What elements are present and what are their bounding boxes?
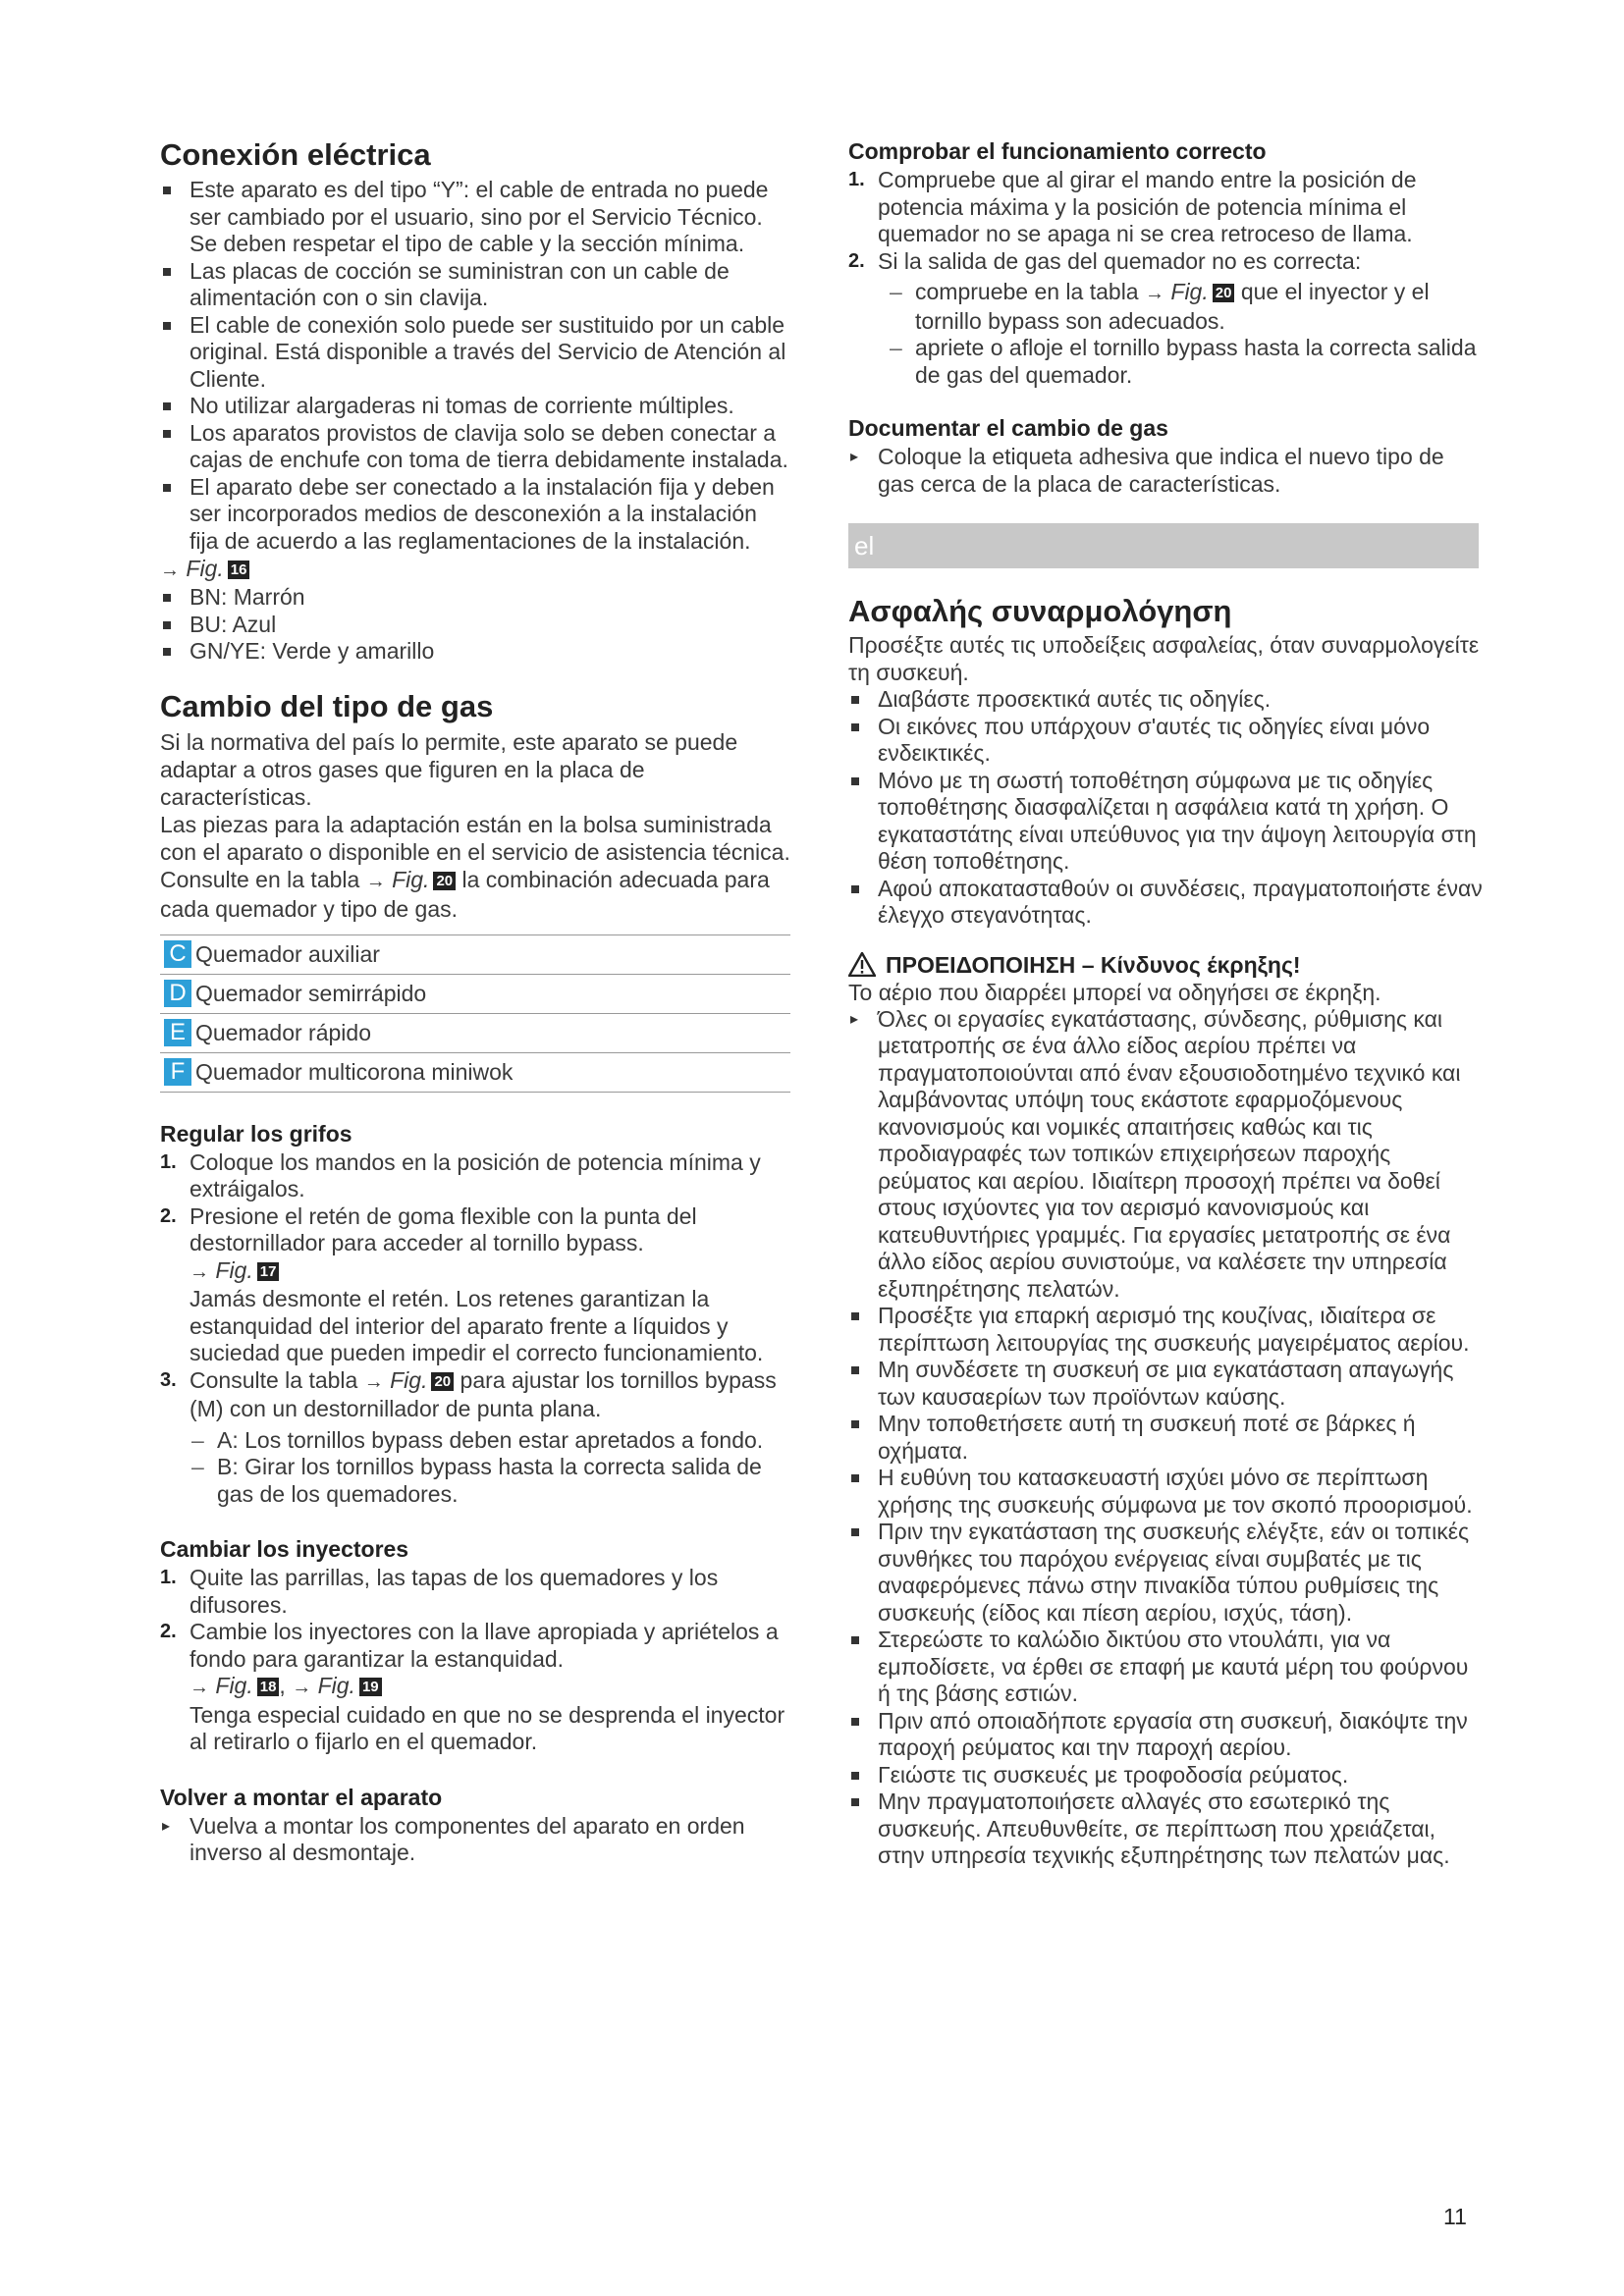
fig-number-badge: 18 [257, 1678, 280, 1696]
electrical-list [160, 177, 790, 555]
list-item: Μην τοποθετήσετε αυτή τη συσκευή ποτέ σε βάρκες ή οχήματα. [848, 1411, 1487, 1465]
list-item: Στερεώστε το καλώδιο δικτύου στο ντουλάπι, για να εμποδίσετε, να έρθει σε επαφή με καυτά μέρη του φούρνου ή της βάσης εστιών. [848, 1627, 1487, 1708]
list-item: GN/YE: Verde y amarillo [160, 638, 790, 666]
left-column [160, 137, 790, 1867]
list-item: 2. Si la salida de gas del quemador no es correcta: – compruebe en la tabla → Fig. 20 que el inyector y el tornillo bypass son adecuados. – apriete o afloje el tornillo bypass hasta la correcta salida de gas del quemador. [848, 248, 1487, 390]
fig-number-badge: 20 [431, 1372, 454, 1391]
burner-name: Quemador multicorona miniwok [195, 1052, 790, 1092]
paragraph: Las piezas para la adaptación están en la bolsa suministrada con el aparato o disponible en el servicio de asistencia técnica. Consulte en la tabla → Fig. 20 la combinación adecuada para cada quemador y tipo de gas. [160, 811, 790, 922]
list-item: 1. Compruebe que al girar el mando entre la posición de potencia máxima y la posición de potencia mínima el quemador no se apaga ni se crea retroceso de llama. [848, 167, 1417, 246]
list-item: Η ευθύνη του κατασκευαστή ισχύει μόνο σε περίπτωση χρήσης της συσκευής σύμφωνα με τον σκοπό προορισμού. [848, 1465, 1487, 1519]
list-item: Διαβάστε προσεκτικά αυτές τις οδηγίες. [848, 686, 1487, 714]
fig-reference: → Fig. 16 [160, 555, 790, 584]
heading-conexion-electrica: Conexión eléctrica [160, 137, 431, 172]
list-item: – A: Los tornillos bypass deben estar apretados a fondo. [189, 1427, 790, 1455]
list-item: ▸ Coloque la etiqueta adhesiva que indica el nuevo tipo de gas cerca de la placa de características. [848, 444, 1487, 498]
list-item: BU: Azul [160, 612, 790, 639]
right-column [848, 137, 1487, 1870]
paragraph: Si la normativa del país lo permite, este aparato se puede adaptar a otros gases que figuren en la placa de características. [160, 728, 738, 810]
heading-volver-montar: Volver a montar el aparato [160, 1784, 443, 1810]
fig-number-badge: 16 [228, 561, 250, 579]
heading-comprobar: Comprobar el funcionamiento correcto [848, 138, 1267, 164]
wire-colors-list [160, 584, 790, 666]
heading-documentar: Documentar el cambio de gas [848, 415, 1168, 441]
action-list [848, 1006, 1487, 1304]
fig-number-badge: 20 [433, 872, 456, 890]
list-item: – apriete o afloje el tornillo bypass hasta la correcta salida de gas del quemador. [888, 335, 1487, 389]
language-bar: el [848, 523, 1479, 568]
list-item: ▸ Vuelva a montar los componentes del aparato en orden inverso al desmontaje. [160, 1813, 790, 1867]
table-row [160, 934, 790, 974]
list-item: Las placas de cocción se suministran con un cable de alimentación con o sin clavija. [160, 258, 790, 312]
warning-list [848, 1303, 1487, 1870]
burner-letter: D [164, 980, 191, 1007]
heading-regular-grifos: Regular los grifos [160, 1120, 352, 1147]
sub-list [189, 1427, 790, 1509]
list-item: El aparato debe ser conectado a la instalación fija y deben ser incorporados medios de desconexión a la instalación fija de acuerdo a las reglamentaciones de la instalación. [160, 474, 790, 556]
burner-letter: F [164, 1058, 191, 1086]
burner-letter: C [164, 940, 191, 968]
burner-table [160, 934, 790, 1093]
list-item: 2. Cambie los inyectores con la llave apropiada y apriételos a fondo para garantizar la estanquidad. → Fig. 18 , → Fig. 19 Tenga especial cuidado en que no se desprenda el inyector al retirarlo o fijarlo en el quemador. [160, 1619, 785, 1754]
action-list [848, 444, 1487, 498]
list-item: Οι εικόνες που υπάρχουν σ'αυτές τις οδηγίες είναι μόνο ενδεικτικές. [848, 714, 1487, 768]
paragraph: Προσέξτε αυτές τις υποδείξεις ασφαλείας, όταν συναρμολογείτε τη συσκευή. [848, 632, 1480, 685]
list-item: El cable de conexión solo puede ser sustituido por un cable original. Está disponible a través del Servicio de Atención al Cliente. [160, 312, 790, 394]
list-item: 2. Presione el retén de goma flexible con la punta del destornillador para acceder al tornillo bypass. → Fig. 17 Jamás desmonte el retén. Los retenes garantizan la estanquidad del interior del aparato frente a líquidos y suciedad que pueden impedir el correcto funcionamiento. [160, 1202, 764, 1365]
list-item: Μόνο με τη σωστή τοποθέτηση σύμφωνα με τις οδηγίες τοποθέτησης διασφαλίζεται η ασφάλεια κατά τη χρήση. Ο εγκαταστάτης είναι υπεύθυνος για την άψογη λειτουργία στη θέση τοποθέτησης. [848, 768, 1487, 876]
list-item: – compruebe en la tabla → Fig. 20 que el inyector y el tornillo bypass son adecuados. [888, 279, 1487, 335]
list-item: Este aparato es del tipo “Y”: el cable de entrada no puede ser cambiado por el usuario, sino por el Servicio Técnico. Se deben respetar el tipo de cable y la sección mínima. [160, 177, 790, 258]
list-item: BN: Marrón [160, 584, 790, 612]
fig-number-badge: 17 [257, 1262, 280, 1281]
safety-list [848, 686, 1487, 930]
list-item: Πριν την εγκατάσταση της συσκευής ελέγξτε, εάν οι τοπικές συνθήκες του παρόχου ενέργειας είναι συμβατές με τις αναφερόμενες πάνω στην πινακίδα τύπου ρυθμίσεις της συσκευής (είδος και πίεση αερίου, ισχύς, τάση). [848, 1519, 1487, 1627]
list-item: Πριν από οποιαδήποτε εργασία στη συσκευή, διακόψτε την παροχή ρεύματος και την παροχή αερίου. [848, 1708, 1487, 1762]
sub-list [888, 279, 1487, 389]
burner-name: Quemador auxiliar [195, 934, 790, 974]
table-row [160, 974, 790, 1013]
warning-triangle-icon [848, 952, 876, 977]
burner-letter: E [164, 1019, 191, 1046]
list-item: 3. Consulte la tabla → Fig. 20 para ajustar los tornillos bypass (M) con un destornillador de punta plana. – A: Los tornillos bypass deben estar apretados a fondo. – B: Girar los tornillos bypass hasta la correcta salida de gas de los quemadores. [160, 1367, 790, 1509]
table-row [160, 1052, 790, 1092]
list-item: ▸ Όλες οι εργασίες εγκατάστασης, σύνδεσης, ρύθμισης και μετατροπής σε ένα άλλο είδος αερίου πρέπει να πραγματοποιούνται από έναν εξουσιοδοτημένο τεχνικό και λαμβάνοντας υπόψη τους εκάστοτε εφαρμοζόμενους κανονισμούς και νομικές απαιτήσεις καθώς και τις προδιαγραφές των τοπικών επιχειρήσεων παροχής ρεύματος και αερίου. Ιδιαίτερη προσοχή πρέπει να δοθεί στους ισχύοντες για τον αερισμό κανονισμούς και κατευθυντήριες γραμμές. Για εργασίες μετατροπής σε ένα άλλο είδος αερίου συνιστούμε, να καλέσετε την υπηρεσία εξυπηρέτησης πελατών. [848, 1006, 1487, 1304]
list-item: Προσέξτε για επαρκή αερισμό της κουζίνας, ιδιαίτερα σε περίπτωση λειτουργίας της συσκευής μαγειρέματος αερίου. [848, 1303, 1487, 1357]
list-item: Los aparatos provistos de clavija solo se deben conectar a cajas de enchufe con toma de tierra debidamente instalada. [160, 420, 790, 474]
heading-cambiar-inyectores: Cambiar los inyectores [160, 1536, 409, 1562]
heading-cambio-gas: Cambio del tipo de gas [160, 688, 494, 723]
list-item: No utilizar alargaderas ni tomas de corriente múltiples. [160, 393, 790, 420]
steps-list [160, 1565, 790, 1756]
list-item: Μην πραγματοποιήσετε αλλαγές στο εσωτερικό της συσκευής. Απευθυνθείτε, σε περίπτωση που χρειάζεται, στην υπηρεσία τεχνικής εξυπηρέτησης των πελατών μας. [848, 1789, 1487, 1870]
list-item: 1. Quite las parrillas, las tapas de los quemadores y los difusores. [160, 1565, 719, 1618]
heading-safe-assembly: Ασφαλής συναρμολόγηση [848, 594, 1232, 628]
list-item: Αφού αποκατασταθούν οι συνδέσεις, πραγματοποιήστε έναν έλεγχο στεγανότητας. [848, 876, 1487, 930]
burner-name: Quemador rápido [195, 1013, 790, 1052]
steps-list [160, 1149, 790, 1509]
action-list [160, 1813, 790, 1867]
fig-number-badge: 19 [359, 1678, 382, 1696]
steps-list [848, 167, 1487, 389]
page-number: 11 [1443, 2204, 1467, 2229]
warning-text: Το αέριο που διαρρέει μπορεί να οδηγήσει σε έκρηξη. [848, 979, 1381, 1005]
table-row [160, 1013, 790, 1052]
burner-name: Quemador semirrápido [195, 974, 790, 1013]
fig-number-badge: 20 [1213, 284, 1235, 302]
list-item: Γειώστε τις συσκευές με τροφοδοσία ρεύματος. [848, 1762, 1487, 1789]
list-item: – B: Girar los tornillos bypass hasta la correcta salida de gas de los quemadores. [189, 1454, 790, 1508]
list-item: Μη συνδέσετε τη συσκευή σε μια εγκατάσταση απαγωγής των καυσαερίων των προϊόντων καύσης. [848, 1357, 1487, 1411]
warning-heading: ΠΡΟΕΙΔΟΠΟΙΗΣΗ – Κίνδυνος έκρηξης! [848, 951, 1487, 979]
list-item: 1. Coloque los mandos en la posición de potencia mínima y extráigalos. [160, 1148, 761, 1201]
